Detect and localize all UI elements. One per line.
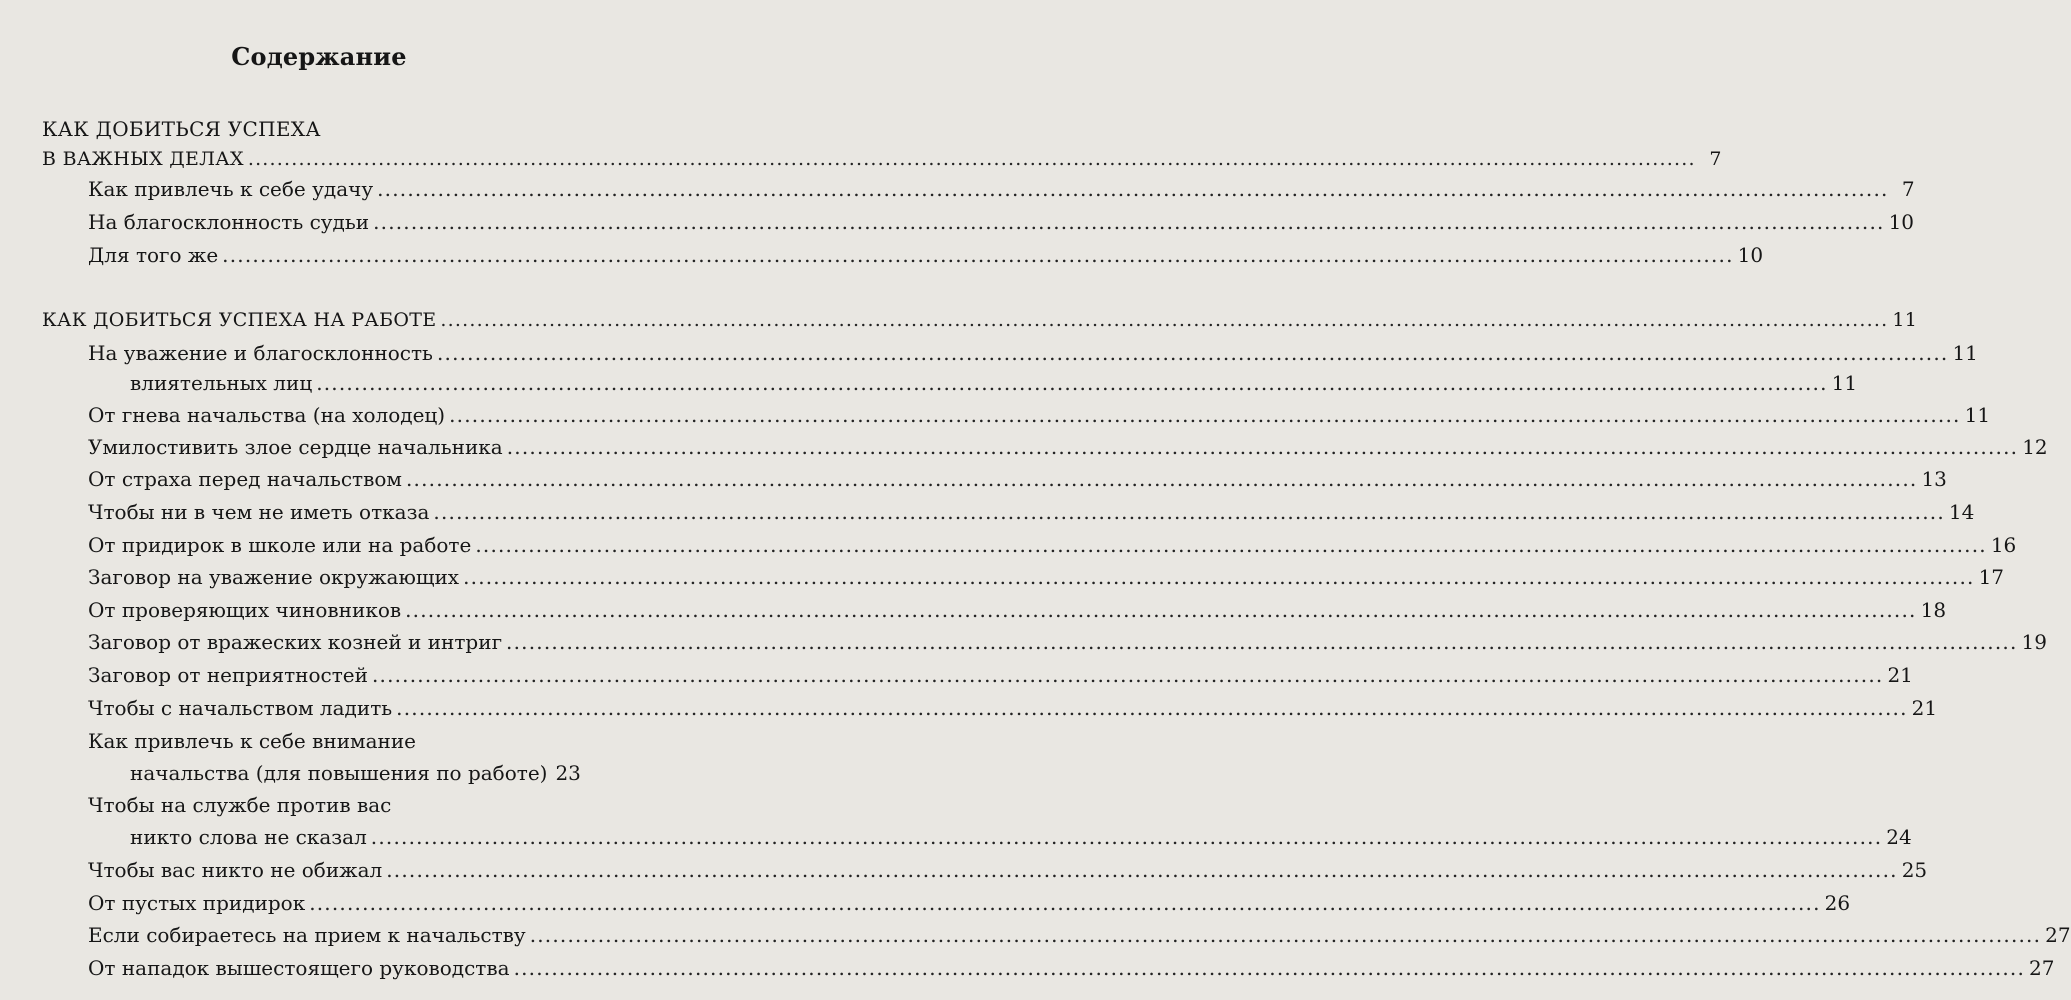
toc-entry-text: Если собираетесь на прием к начальству [88,923,526,947]
toc-entry-text: Умилостивить злое сердце начальника [88,435,503,459]
dot-leader: ........................................................................................................................................................................................................ [396,696,1908,720]
toc-entry-continuation [130,758,626,788]
toc-entry-text: От пустых придирок [88,891,306,915]
toc-page-number: 26 [1824,891,1851,915]
toc-page-number: 14 [1948,500,1975,524]
dot-leader: ........................................................................................................................................................................................................ [449,403,1961,427]
toc-entry-text: Заговор от неприятностей [88,663,368,687]
toc-entry-text: Как привлечь к себе удачу [88,177,374,201]
dot-leader: ........................................................................................................................................................................................................ [506,435,2019,459]
dot-leader: ........................................................................................................................................................................................................ [371,663,1884,687]
toc-entry-text: Заговор от вражеских козней и интриг [88,630,503,654]
toc-entry [88,207,1915,237]
toc-entry [88,595,1947,625]
page-title: Содержание [231,42,407,71]
toc-entry-text: никто слова не сказал [130,825,367,849]
toc-entry [88,400,1991,430]
toc-page-number: 21 [1911,696,1938,720]
dot-leader: ........................................................................................................................................................................................................ [405,598,1917,622]
dot-leader: ........................................................................................................................................................................................................ [405,467,1918,491]
toc-entry [88,627,2047,657]
toc-entry-text: влиятельных лиц [130,371,313,395]
dot-leader: ........................................................................................................................................................................................................ [513,956,2026,980]
toc-page-number: 12 [2022,435,2048,459]
dot-leader: ........................................................................................................................................................................................................ [463,565,1975,589]
toc-entry-text: На уважение и благосклонность [88,341,433,365]
toc-entry-text: начальства (для повышения по работе) [130,761,548,785]
toc-page-number: 21 [1887,663,1913,687]
toc-entry-text: Для того же [88,243,219,267]
toc-entry-continuation [130,368,1858,398]
dot-leader: ........................................................................................................................................................................................................ [529,923,2042,947]
toc-section-heading [42,144,1722,174]
toc-entry-text: Чтобы вас никто не обижал [88,858,383,882]
dot-leader: ........................................................................................................................................................................................................ [433,500,1945,524]
toc-entry [88,888,1851,918]
toc-entry [88,432,2048,462]
dot-leader: ........................................................................................................................................................................................................ [436,341,1949,365]
dot-leader: ........................................................................................................................................................................................................ [370,825,1883,849]
toc-page-number: 11 [1964,403,1991,427]
dot-leader: ........................................................................................................................................................................................................ [222,243,1734,267]
dot-leader: ........................................................................................................................................................................................................ [440,309,1889,331]
dot-leader: ........................................................................................................................................................................................................ [373,210,1885,234]
dot-leader: ........................................................................................................................................................................................................ [386,858,1898,882]
toc-page-number: 19 [2021,630,2047,654]
toc-entry [88,855,1928,885]
toc-page-number: 24 [1886,825,1912,849]
toc-entry-text: Чтобы с начальством ладить [88,696,393,720]
toc-entry-text: КАК ДОБИТЬСЯ УСПЕХА НА РАБОТЕ [42,309,437,331]
toc-entry [88,530,2017,560]
toc-entry [88,240,1764,270]
toc-entry [88,953,2055,983]
toc-page-number: 13 [1921,467,1947,491]
toc-entry [88,174,1915,204]
toc-page-number: 27 [2045,923,2071,947]
toc-entry-text: От страха перед начальством [88,467,402,491]
toc-page-number: 7 [1901,177,1915,201]
toc-page-number: 18 [1920,598,1947,622]
toc-entry-continuation [130,822,1912,852]
dot-leader: ........................................................................................................................................................................................................ [247,148,1696,170]
dot-leader: ........................................................................................................................................................................................................ [475,533,1987,557]
toc-page-number: 23 [555,761,581,785]
dot-leader: ........................................................................................................................................................................................................ [316,371,1828,395]
toc-entry [88,660,1913,690]
toc-entry-text: В ВАЖНЫХ ДЕЛАХ [42,148,244,170]
toc-entry-text: От проверяющих чиновников [88,598,402,622]
toc-page-number: 16 [1990,533,2017,557]
toc-entry-text: Заговор на уважение окружающих [88,565,460,589]
toc-entry [88,497,1975,527]
toc-entry-text: Чтобы ни в чем не иметь отказа [88,500,430,524]
toc-page-number: 11 [1892,309,1918,331]
toc-entry-text: От нападок вышестоящего руководства [88,956,510,980]
toc-entry [88,693,1938,723]
dot-leader: ........................................................................................................................................................................................................ [309,891,1821,915]
toc-page-number: 17 [1978,565,2005,589]
toc-page-number: 25 [1901,858,1928,882]
toc-entry-text: От гнева начальства (на холодец) [88,403,446,427]
toc-entry-text: Чтобы на службе против вас [88,793,392,817]
section-heading-line: КАК ДОБИТЬСЯ УСПЕХА [42,117,321,141]
toc-page-number: 11 [1952,341,1978,365]
toc-entry [88,338,1978,368]
toc-entry-text: Как привлечь к себе внимание [88,729,417,753]
toc-page-number: 7 [1709,148,1722,170]
toc-entry [88,920,2071,950]
toc-page-number: 27 [2029,956,2055,980]
toc-page-number: 10 [1737,243,1764,267]
dot-leader: ........................................................................................................................................................................................................ [377,177,1889,201]
dot-leader: ........................................................................................................................................................................................................ [506,630,2018,654]
toc-entry [88,562,2005,592]
toc-entry-text: На благосклонность судьи [88,210,370,234]
toc-page-number: 11 [1831,371,1858,395]
toc-page-number: 10 [1888,210,1915,234]
toc-entry-text: От придирок в школе или на работе [88,533,472,557]
toc-section-heading [42,305,1918,335]
toc-entry [88,464,1947,494]
